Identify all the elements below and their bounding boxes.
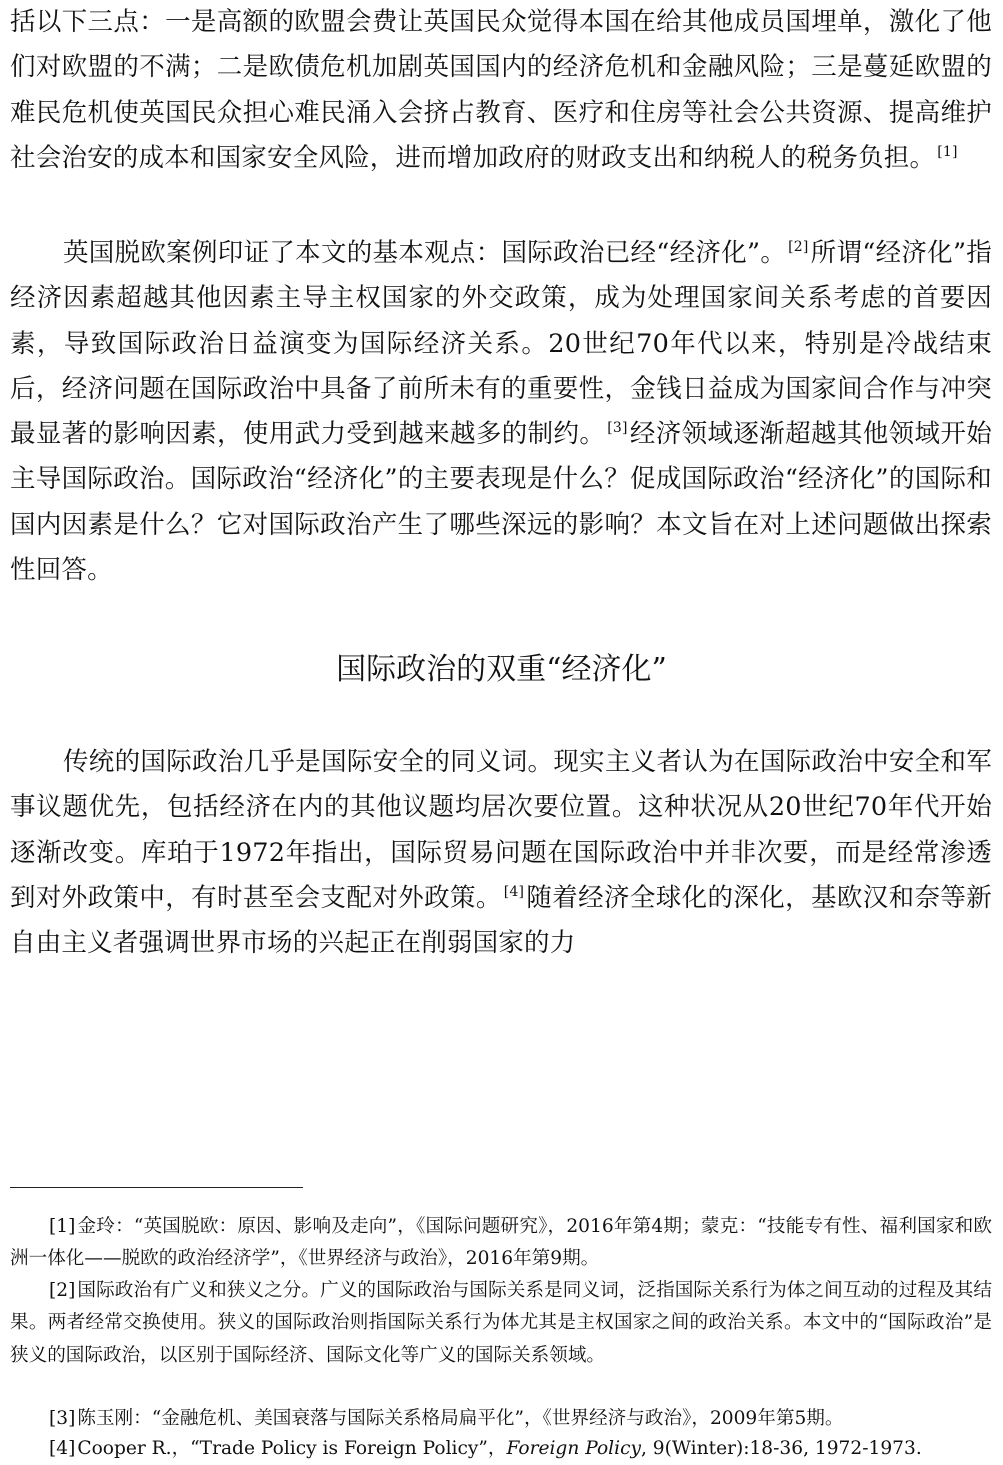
paragraph-text: 所谓“经济化”指经济因素超越其他因素主导主权国家的外交政策，成为处理国家间关系考虑的首要因素，导致国际政治日益演变为国际经济关系。20世纪70年代以来，特别是冷战结束后，经济问题在国际政治中具备了前所未有的重要性，金钱日益成为国家间合作与冲突最显著的影响因素，使用武力受到越来越多的制约。: [10, 238, 992, 450]
footnote-text: 陈玉刚：“金融危机、美国衰落与国际关系格局扁平化”，《世界经济与政治》，2009年第5期。: [77, 1408, 844, 1429]
body-paragraph-1: [10, 0, 992, 181]
paragraph-text: 括以下三点：一是高额的欧盟会费让英国民众觉得本国在给其他成员国埋单，激化了他们对欧盟的不满；二是欧债危机加剧英国国内的经济危机和金融风险；三是蔓延欧盟的难民危机使英国民众担心难民涌入会挤占教育、医疗和住房等社会公共资源、提高维护社会治安的成本和国家安全风险，进而增加政府的财政支出和纳税人的税务负担。: [10, 7, 992, 173]
footnote-text: 金玲：“英国脱欧：原因、影响及走向”，《国际问题研究》，2016年第4期；蒙克：“技能专有性、福利国家和欧洲一体化——脱欧的政治经济学”，《世界经济与政治》，2016年第9期。: [10, 1216, 992, 1270]
footnote-text: 国际政治有广义和狭义之分。广义的国际政治与国际关系是同义词，泛指国际关系行为体之间互动的过程及其结果。两者经常交换使用。狭义的国际政治则指国际关系行为体尤其是主权国家之间的政治关系。本文中的“国际政治”是狭义的国际政治，以区别于国际经济、国际文化等广义的国际关系领域。: [10, 1280, 992, 1366]
footnote-ref-1[interactable]: [1]: [937, 143, 958, 160]
footnote-3: [10, 1403, 992, 1435]
footnote-text: , 9(Winter):18-36, 1972-1973.: [640, 1438, 922, 1459]
journal-title: Foreign Policy: [506, 1438, 641, 1459]
paragraph-text: 经济领域逐渐超越其他领域开始主导国际政治。国际政治“经济化”的主要表现是什么？促成国际政治“经济化”的国际和国内因素是什么？它对国际政治产生了哪些深远的影响？本文旨在对上述问题做出探索性回答。: [10, 419, 992, 586]
footnote-1: [10, 1211, 992, 1276]
paragraph-text: 英国脱欧案例印证了本文的基本观点：国际政治已经“经济化”。: [63, 238, 787, 268]
body-paragraph-3: [10, 740, 992, 966]
footnote-ref-4[interactable]: [4]: [503, 883, 525, 900]
footnote-number: [1]: [49, 1216, 76, 1237]
footnote-number: [2]: [49, 1280, 76, 1301]
footnote-number: [3]: [49, 1408, 76, 1429]
footnote-divider: [10, 1187, 303, 1188]
body-paragraph-2: [10, 231, 992, 593]
footnote-ref-2[interactable]: [2]: [788, 239, 809, 255]
footnote-number: [4]: [49, 1438, 76, 1459]
paragraph-text: 传统的国际政治几乎是国际安全的同义词。现实主义者认为在国际政治中安全和军事议题优先，包括经济在内的其他议题均居次要位置。这种状况从20世纪70年代开始逐渐改变。库珀于1972年指出，国际贸易问题在国际政治中并非次要，而是经常渗透到对外政策中，有时甚至会支配对外政策。: [10, 747, 992, 913]
section-heading: 国际政治的双重“经济化”: [336, 652, 667, 687]
footnote-ref-3[interactable]: [3]: [607, 420, 628, 437]
paragraph-text: 随着经济全球化的深化，基欧汉和奈等新自由主义者强调世界市场的兴起正在削弱国家的力: [10, 882, 992, 959]
footnote-4: [10, 1433, 992, 1465]
footnote-text: Cooper R.，“Trade Policy is Foreign Policy”，: [77, 1438, 507, 1459]
footnote-2: [10, 1275, 992, 1372]
